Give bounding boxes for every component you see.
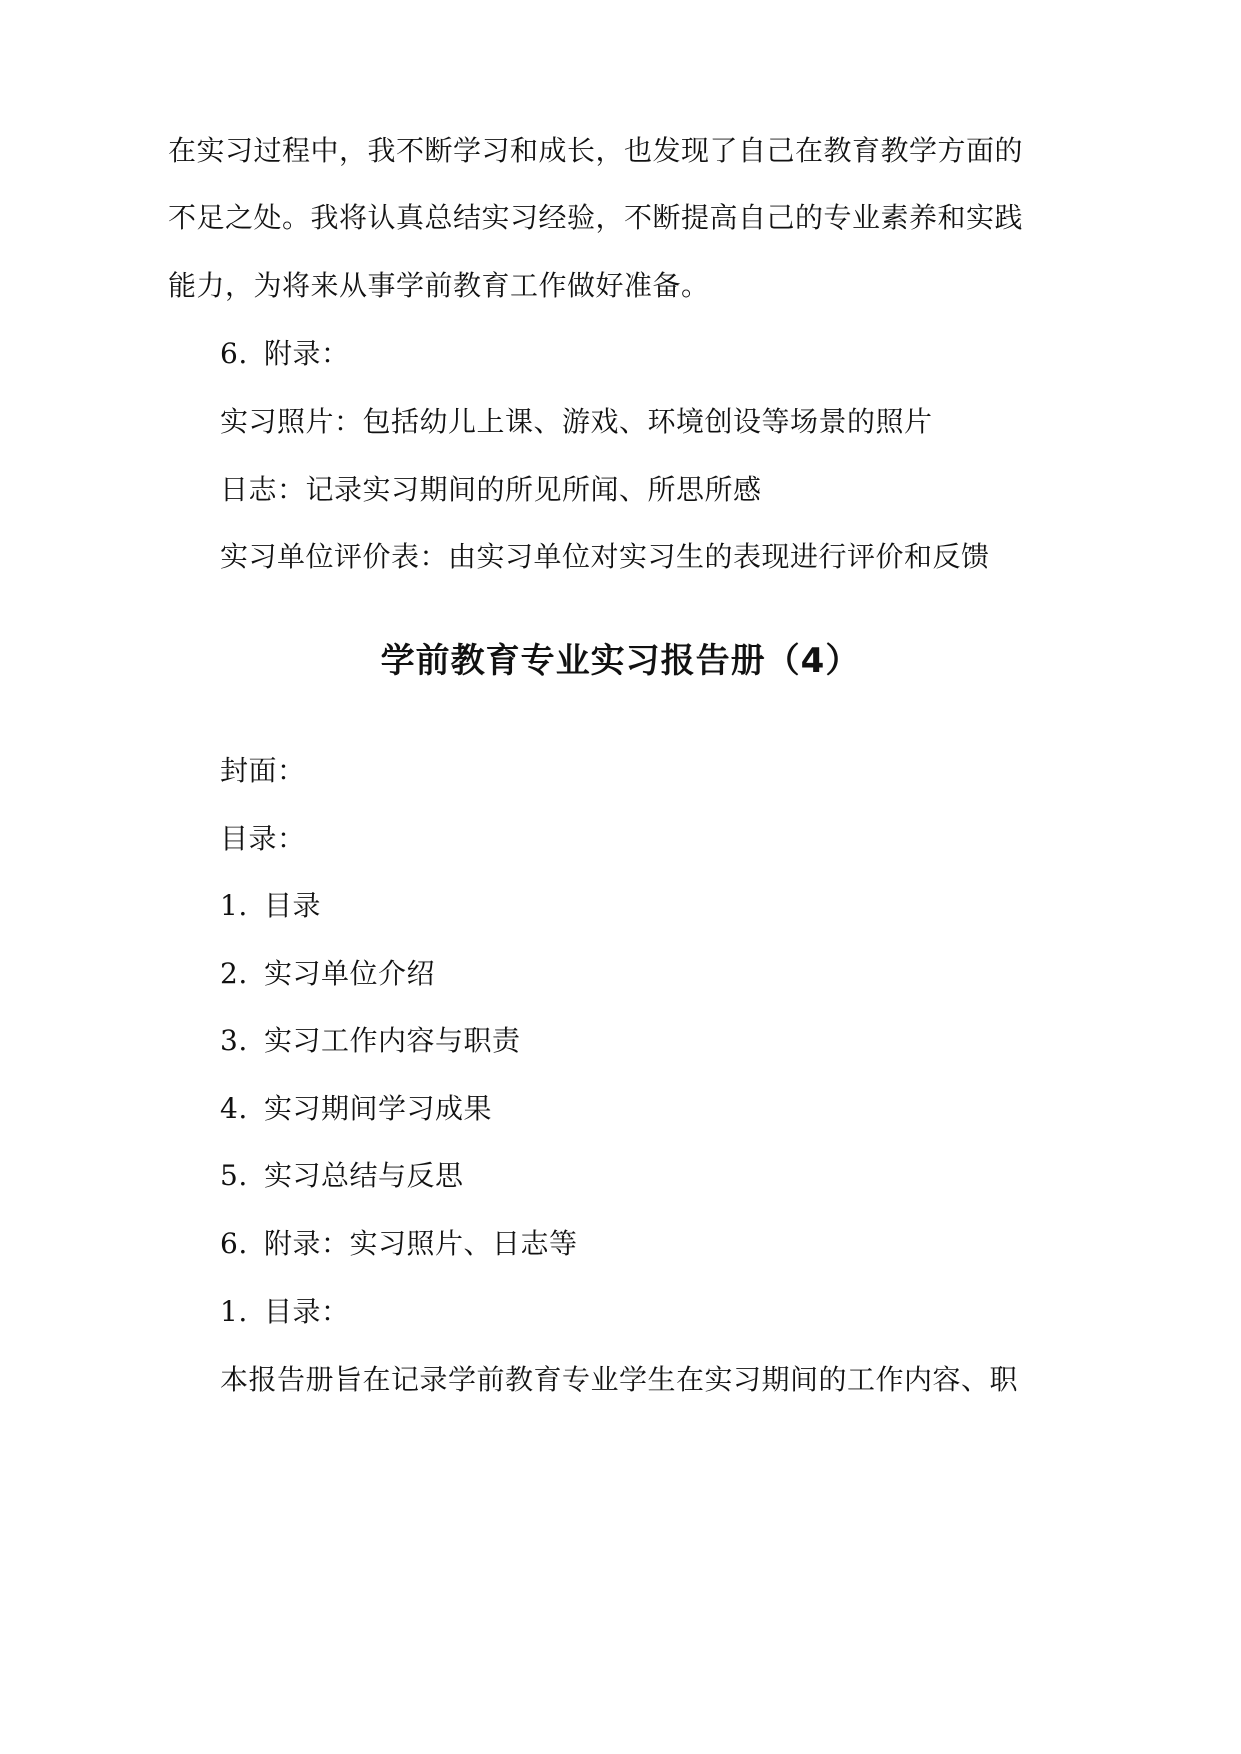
toc-item-text: 目录 bbox=[264, 889, 322, 922]
appendix-title: 附录： bbox=[264, 337, 350, 370]
toc-label: 目录： bbox=[220, 822, 306, 855]
toc-item-number: 1. bbox=[220, 889, 248, 922]
toc-item-number: 2. bbox=[220, 957, 248, 990]
body-text-line-2: 不足之处。我将认真总结实习经验，不断提高自己的专业素养和实践 bbox=[168, 201, 1024, 234]
toc-item-4 bbox=[220, 1089, 492, 1129]
toc-item-number: 6. bbox=[220, 1227, 248, 1260]
toc-item-number: 5. bbox=[220, 1159, 248, 1192]
section-heading: 学前教育专业实习报告册（4） bbox=[380, 641, 861, 681]
toc-item-text: 附录：实习照片、日志等 bbox=[264, 1227, 578, 1260]
appendix-item-log: 日志：记录实习期间的所见所闻、所思所感 bbox=[220, 473, 762, 506]
toc-item-2 bbox=[220, 954, 435, 994]
toc-item-1 bbox=[220, 886, 321, 926]
appendix-item-evaluation: 实习单位评价表：由实习单位对实习生的表现进行评价和反馈 bbox=[220, 540, 990, 573]
toc-item-number: 3. bbox=[220, 1024, 248, 1057]
toc-item-text: 实习单位介绍 bbox=[264, 957, 436, 990]
toc-item-3 bbox=[220, 1021, 521, 1061]
toc-item-6 bbox=[220, 1224, 578, 1264]
cover-label: 封面： bbox=[220, 754, 306, 787]
body-text-line-1: 在实习过程中，我不断学习和成长，也发现了自己在教育教学方面的 bbox=[168, 134, 1024, 167]
appendix-item-photos: 实习照片：包括幼儿上课、游戏、环境创设等场景的照片 bbox=[220, 405, 933, 438]
toc-item-text: 实习期间学习成果 bbox=[264, 1092, 493, 1125]
body-text-line-3: 能力，为将来从事学前教育工作做好准备。 bbox=[168, 269, 710, 302]
appendix-heading bbox=[220, 334, 350, 374]
section-1-title: 目录： bbox=[264, 1295, 350, 1328]
toc-item-text: 实习工作内容与职责 bbox=[264, 1024, 521, 1057]
toc-item-number: 4. bbox=[220, 1092, 248, 1125]
intro-text-line: 本报告册旨在记录学前教育专业学生在实习期间的工作内容、职 bbox=[220, 1363, 1019, 1396]
appendix-number: 6. bbox=[220, 337, 248, 370]
toc-item-5 bbox=[220, 1156, 464, 1196]
toc-item-text: 实习总结与反思 bbox=[264, 1159, 464, 1192]
section-1-heading bbox=[220, 1292, 350, 1332]
section-1-number: 1. bbox=[220, 1295, 248, 1328]
